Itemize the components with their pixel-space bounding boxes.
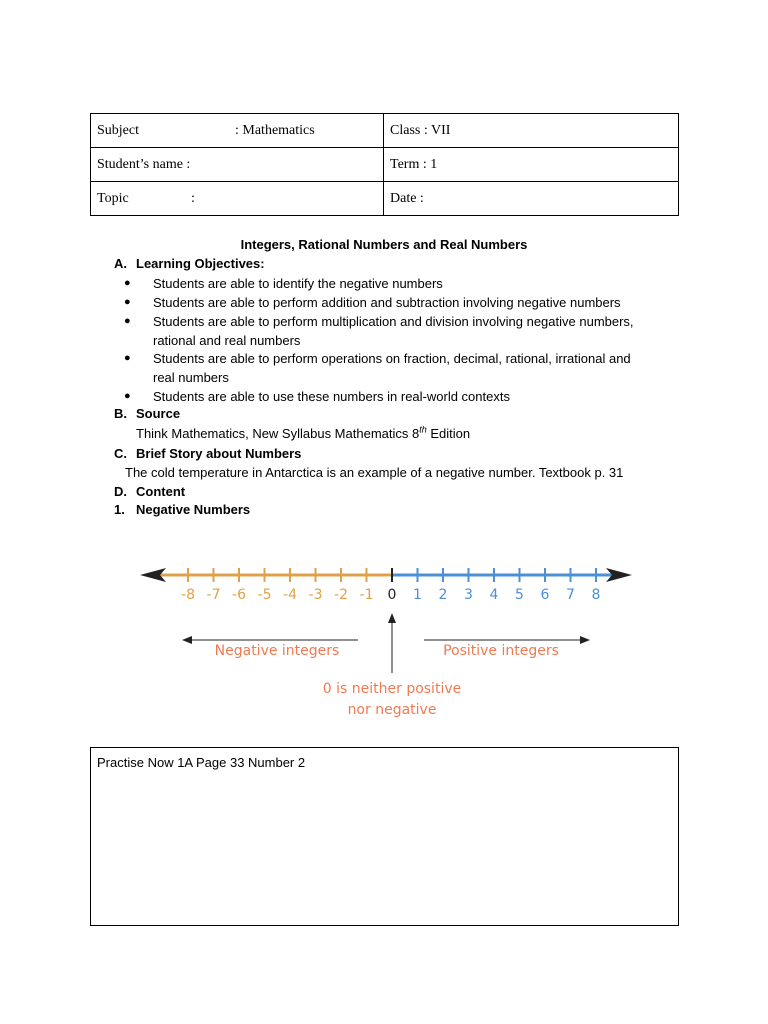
section-a-heading: [114, 256, 265, 271]
section-d-marker: D.: [114, 484, 127, 499]
section-b-heading: [114, 406, 180, 421]
objective-text-cont: rational and real numbers: [153, 333, 301, 348]
objective-item: [124, 274, 684, 293]
subsection-1-marker: 1.: [114, 502, 125, 517]
bullet-icon: ●: [124, 352, 131, 364]
tick-label: -3: [308, 587, 323, 603]
practice-box: [90, 747, 679, 926]
tick-label: 5: [515, 587, 524, 603]
subject-value: : Mathematics: [235, 122, 315, 138]
document-title: Integers, Rational Numbers and Real Numbers: [240, 237, 528, 252]
tick-label: 1: [413, 587, 422, 603]
arrow-up-icon: [388, 613, 396, 623]
objective-text: Students are able to use these numbers in real-world contexts: [153, 389, 510, 404]
bullet-icon: ●: [124, 296, 131, 308]
date-text: Date :: [390, 190, 424, 206]
tick-label: -2: [334, 587, 348, 603]
subsection-1-title: Negative Numbers: [136, 502, 251, 517]
objective-text: Students are able to perform addition and subtraction involving negative numbers: [153, 295, 621, 310]
class-text: Class : VII: [390, 122, 451, 138]
term-text: Term : 1: [390, 156, 438, 172]
class-cell: [384, 114, 679, 148]
bullet-icon: ●: [124, 390, 131, 402]
tick-label: 6: [540, 587, 550, 603]
zero-caption-line1: 0 is neither positive: [322, 681, 462, 697]
bullet-icon: ●: [124, 315, 131, 327]
tick-label: 7: [566, 587, 575, 603]
student-name-text: Student’s name :: [97, 156, 191, 172]
date-cell: [384, 182, 679, 216]
objective-item: [124, 387, 684, 406]
section-a-title: Learning Objectives:: [136, 256, 265, 271]
topic-cell: [91, 182, 384, 216]
tick-label: 3: [464, 587, 473, 603]
section-a-marker: A.: [114, 256, 127, 271]
arrow-left-icon: [182, 636, 192, 644]
section-c-title: Brief Story about Numbers: [136, 446, 302, 461]
subject-label: Subject: [97, 122, 139, 138]
number-line-figure: [130, 555, 650, 720]
section-b-marker: B.: [114, 406, 127, 421]
practice-text: Practise Now 1A Page 33 Number 2: [97, 755, 306, 770]
tick-label: -8: [181, 587, 195, 603]
term-cell: [384, 148, 679, 182]
student-name-cell: [91, 148, 384, 182]
objective-item: [124, 312, 684, 350]
section-d-heading: [114, 484, 185, 499]
tick-label: 8: [591, 587, 601, 603]
tick-label: -4: [283, 587, 297, 603]
topic-label: Topic: [97, 190, 129, 206]
tick-label: 2: [438, 587, 448, 603]
subject-cell: [91, 114, 384, 148]
objective-item: [124, 349, 684, 387]
tick-label: -1: [359, 587, 374, 603]
tick-label: -5: [257, 587, 272, 603]
header-table: [90, 113, 679, 216]
tick-label: 4: [489, 587, 499, 603]
tick-label: -6: [232, 587, 246, 603]
zero-caption-line2: nor negative: [347, 702, 437, 718]
objective-text: Students are able to identify the negative numbers: [153, 276, 443, 291]
tick-label: -7: [206, 587, 221, 603]
section-c-marker: C.: [114, 446, 127, 461]
section-c-heading: [114, 446, 301, 461]
positive-integers-caption: Positive integers: [443, 643, 559, 659]
objective-text: Students are able to perform multiplication and division involving negative numbers,: [153, 314, 634, 329]
section-b-title: Source: [136, 406, 181, 421]
section-d-title: Content: [136, 484, 186, 499]
source-text: Think Mathematics, New Syllabus Mathematics 8th Edition: [136, 424, 471, 441]
objective-item: [124, 293, 684, 312]
objective-text: Students are able to perform operations on fraction, decimal, rational, irrational and: [153, 351, 631, 366]
story-text: The cold temperature in Antarctica is an example of a negative number. Textbook p. 31: [125, 465, 624, 480]
tick-label: 0: [387, 587, 397, 603]
arrow-right-icon: [580, 636, 590, 644]
subsection-1-heading: [114, 502, 250, 517]
negative-integers-caption: Negative integers: [214, 643, 340, 659]
bullet-icon: ●: [124, 277, 131, 289]
objective-text-cont: real numbers: [153, 370, 229, 385]
topic-value: :: [191, 190, 195, 206]
